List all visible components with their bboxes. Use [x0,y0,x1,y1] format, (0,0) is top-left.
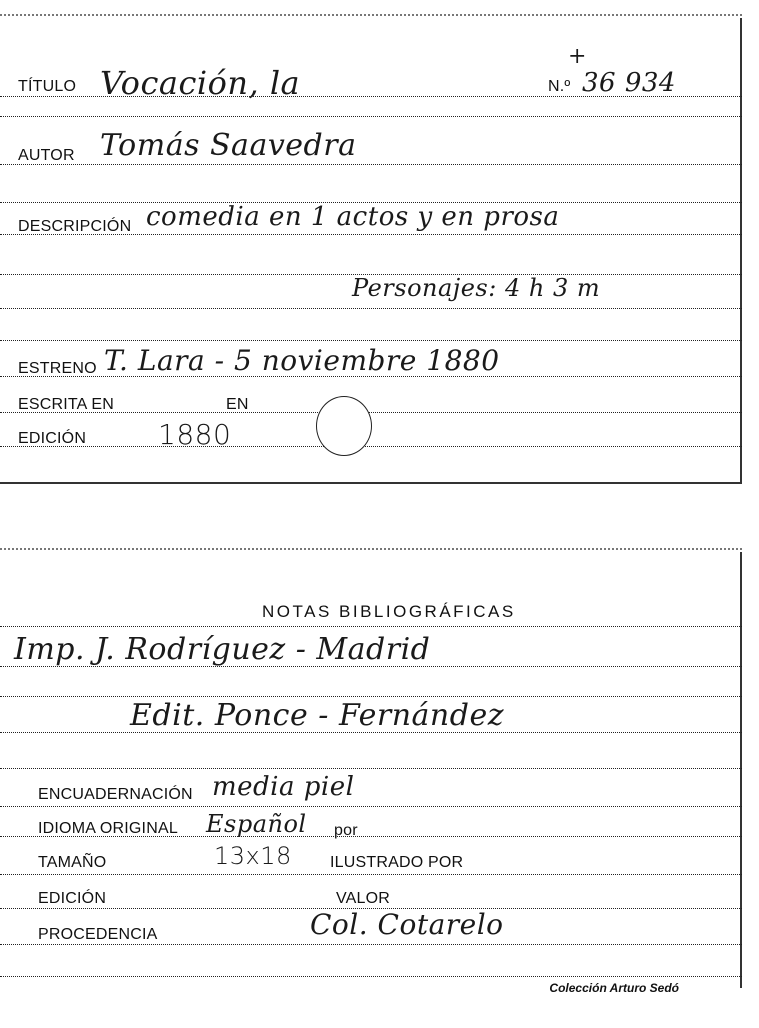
edicion-label: EDICIÓN [18,430,87,447]
rule-line [0,308,742,309]
personajes-value: Personajes: 4 h 3 m [352,274,601,302]
rule-line [0,944,742,945]
tamano-label: TAMAÑO [38,854,107,871]
catalog-card-front [0,14,742,484]
rule-line [0,696,742,697]
rule-line [0,976,742,977]
collection-footer: Colección Arturo Sedó [549,981,679,995]
rule-line [0,446,742,447]
rule-line [0,340,742,341]
rule-line [0,768,742,769]
encuadernacion-label: ENCUADERNACIÓN [38,786,193,803]
procedencia-label: PROCEDENCIA [38,926,158,943]
autor-label: AUTOR [18,147,75,164]
card-right-edge [740,552,742,988]
estreno-value: T. Lara - 5 noviembre 1880 [104,344,500,377]
rule-line [0,874,742,875]
encuadernacion-value: media piel [212,772,355,802]
en-label: EN [226,396,249,413]
autor-value: Tomás Saavedra [100,128,357,163]
procedencia-value: Col. Cotarelo [310,908,504,941]
por-label: por [334,822,358,839]
note-line: Edit. Ponce - Fernández [130,698,505,733]
punch-hole [316,396,372,456]
titulo-value: Vocación, la [100,64,301,102]
rule-line [0,116,742,117]
edicion-back-label: EDICIÓN [38,890,107,907]
rule-line [0,806,742,807]
numero-value: 36 934 [582,68,676,98]
tamano-value: 13x18 [214,842,292,870]
card-torn-edge [0,548,742,556]
card-torn-edge [0,14,742,22]
titulo-label: TÍTULO [18,78,77,95]
rule-line [0,164,742,165]
edicion-value: 1880 [158,418,232,451]
rule-line [0,626,742,627]
card-right-edge [740,18,742,484]
valor-label: VALOR [336,890,391,907]
card-bottom-edge [0,482,742,484]
cross-mark: + [568,44,587,69]
ilustrado-label: ILUSTRADO POR [330,854,464,871]
escrita-en-label: ESCRITA EN [18,396,114,413]
note-line: Imp. J. Rodríguez - Madrid [14,632,431,667]
estreno-label: ESTRENO [18,360,97,377]
catalog-card-back [0,548,742,988]
idioma-label: IDIOMA ORIGINAL [38,820,178,837]
descripcion-label: DESCRIPCIÓN [18,218,132,235]
idioma-value: Español [206,810,307,838]
descripcion-value: comedia en 1 actos y en prosa [146,202,560,232]
numero-label: N.º [548,78,571,95]
notas-heading: NOTAS BIBLIOGRÁFICAS [262,602,516,621]
